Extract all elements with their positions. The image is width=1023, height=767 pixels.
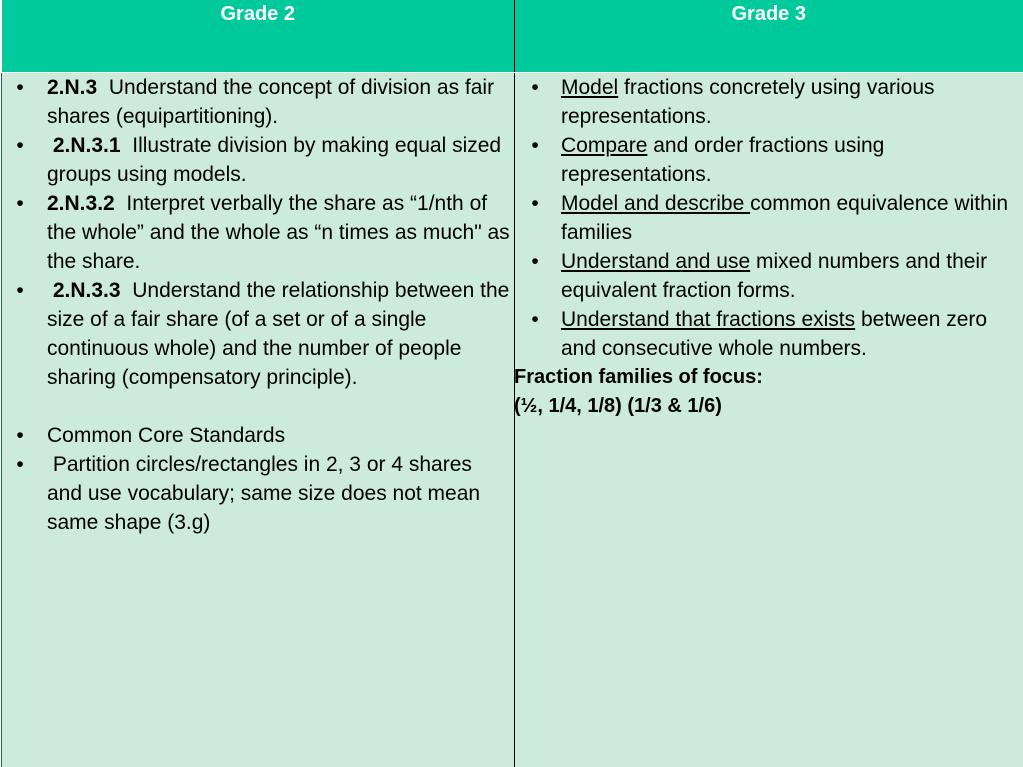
bullet-icon: •: [16, 192, 24, 215]
content-row: [2, 73, 1023, 767]
list-item: [516, 247, 1023, 305]
bullet-icon: •: [531, 308, 539, 331]
list-item: [516, 305, 1023, 363]
grade-3-list: [516, 73, 1023, 363]
standard-text: Understand the concept of division as fair shares (equipartitioning).: [47, 76, 495, 128]
standard-text: Interpret verbally the share as “1/nth of the whole” and the whole as “n times as much" as the share.: [47, 192, 510, 273]
list-item: [2, 131, 514, 189]
bullet-icon: •: [531, 250, 539, 273]
skill-verb: Compare: [561, 134, 648, 157]
standard-text: Common Core Standards: [47, 424, 286, 447]
standard-text: Partition circles/rectangles in 2, 3 or 4 shares and use vocabulary; same size does not mean same shape (3.g): [47, 453, 481, 534]
list-item: [516, 131, 1023, 189]
bullet-icon: •: [16, 134, 24, 157]
bullet-icon: •: [531, 76, 539, 99]
focus-title: Fraction families of focus:: [514, 366, 763, 388]
list-item: [2, 276, 514, 392]
grade-2-cell: [2, 73, 515, 767]
header-row: [2, 0, 1023, 73]
list-item: [2, 450, 514, 537]
standard-code: 2.N.3.1: [52, 134, 121, 157]
skill-text: and order fractions using representations.: [561, 134, 885, 186]
focus-families: (½, 1/4, 1/8) (1/3 & 1/6): [514, 395, 722, 417]
bullet-icon: •: [16, 76, 24, 99]
skill-verb: Model: [561, 76, 619, 99]
grade-3-cell: [515, 73, 1023, 767]
skill-verb: Understand and use: [561, 250, 751, 273]
spacer: [2, 392, 514, 421]
grade-2-header: Grade 2: [2, 0, 515, 73]
skill-verb: Understand that fractions exists: [561, 308, 856, 331]
bullet-icon: •: [16, 279, 24, 302]
skill-text: mixed numbers and their equivalent fraction forms.: [561, 250, 988, 302]
grade-2-list: [2, 73, 514, 537]
standard-code: 2.N.3.2: [47, 192, 115, 215]
skill-text: between zero and consecutive whole numbers.: [561, 308, 988, 360]
list-item: [516, 189, 1023, 247]
bullet-icon: •: [16, 424, 24, 447]
bullet-icon: •: [531, 192, 539, 215]
list-item: [2, 189, 514, 276]
standard-code: 2.N.3.3: [52, 279, 121, 302]
skill-text: common equivalence within families: [561, 192, 1009, 244]
standard-text: Understand the relationship between the size of a fair share (of a set or of a single continuous whole) and the number of people sharing (compensatory principle).: [47, 279, 510, 389]
list-item: [516, 73, 1023, 131]
skill-verb: Model and describe: [561, 192, 751, 215]
bullet-icon: •: [16, 453, 24, 476]
bullet-icon: •: [531, 134, 539, 157]
list-item: [2, 421, 514, 450]
grade-comparison-table: [1, 0, 1023, 767]
grade-3-header: Grade 3: [515, 0, 1023, 73]
skill-text: fractions concretely using various representations.: [561, 76, 935, 128]
standard-code: 2.N.3: [47, 76, 98, 99]
list-item: [2, 73, 514, 131]
standard-text: Illustrate division by making equal sized groups using models.: [47, 134, 502, 186]
